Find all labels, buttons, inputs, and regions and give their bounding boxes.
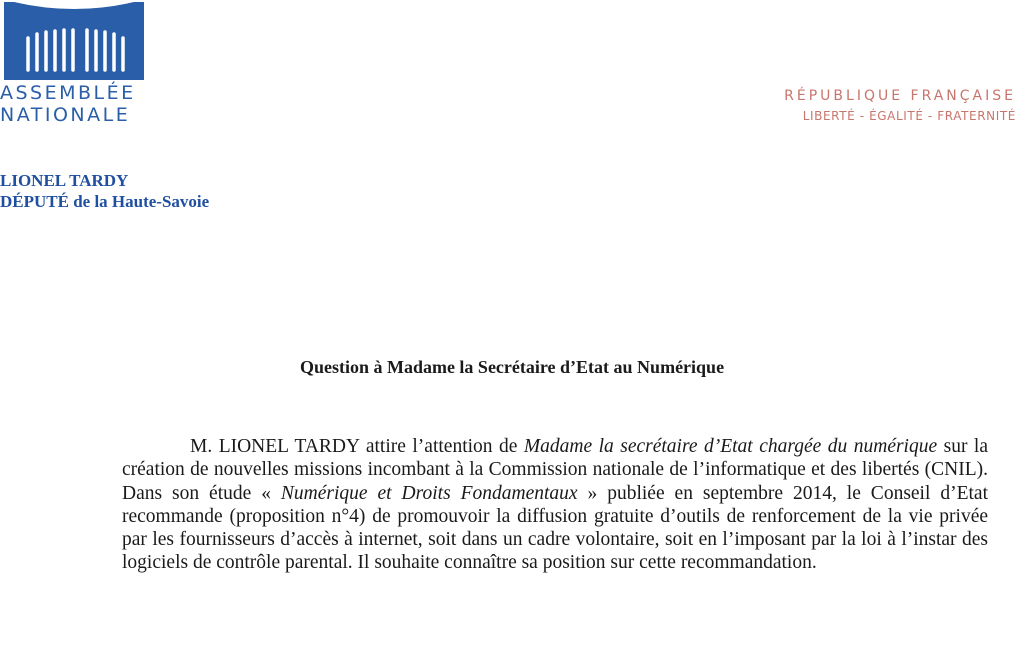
- deputy-block: [0, 170, 209, 212]
- republic-header: [784, 86, 1016, 126]
- deputy-name: LIONEL TARDY: [0, 171, 129, 190]
- logo-line-2: NATIONALE: [0, 104, 131, 126]
- republic-title: RÉPUBLIQUE FRANÇAISE: [784, 88, 1016, 104]
- body-addressee: Madame la secrétaire d’Etat chargée du numérique: [523, 436, 938, 457]
- logo-text: [0, 82, 136, 126]
- assemblee-nationale-logo: [0, 0, 150, 130]
- republic-motto: LIBERTÉ - ÉGALITÉ - FRATERNITÉ: [802, 109, 1016, 123]
- body-text-1: M. LIONEL TARDY attire l’attention de: [190, 436, 524, 457]
- hemicycle-icon: [4, 0, 144, 82]
- question-body: [122, 435, 988, 575]
- deputy-title: DÉPUTÉ de la Haute-Savoie: [0, 192, 210, 211]
- body-text-3: » publiée en septembre 2014, le Conseil d’Etat recommande (proposition n°4) de promouvoir la diffusion gratuite d’outils de renforcement de la vie privée par les fournisseurs d’accès à internet, soit dans un cadre volontaire, soit en l’imposant par la loi à l’instar des logiciels de contrôle parental. Il souhaite connaître sa position sur cette recommandation.: [122, 482, 988, 574]
- body-study-title: Numérique et Droits Fondamentaux: [280, 482, 578, 504]
- question-title: Question à Madame la Secrétaire d’Etat au Numérique: [299, 357, 725, 377]
- body-text-2: sur la création de nouvelles missions incombant à la Commission nationale de l’informatique et des libertés (CNIL). Dans son étude «: [122, 436, 989, 504]
- logo-line-1: ASSEMBLÉE: [0, 82, 136, 104]
